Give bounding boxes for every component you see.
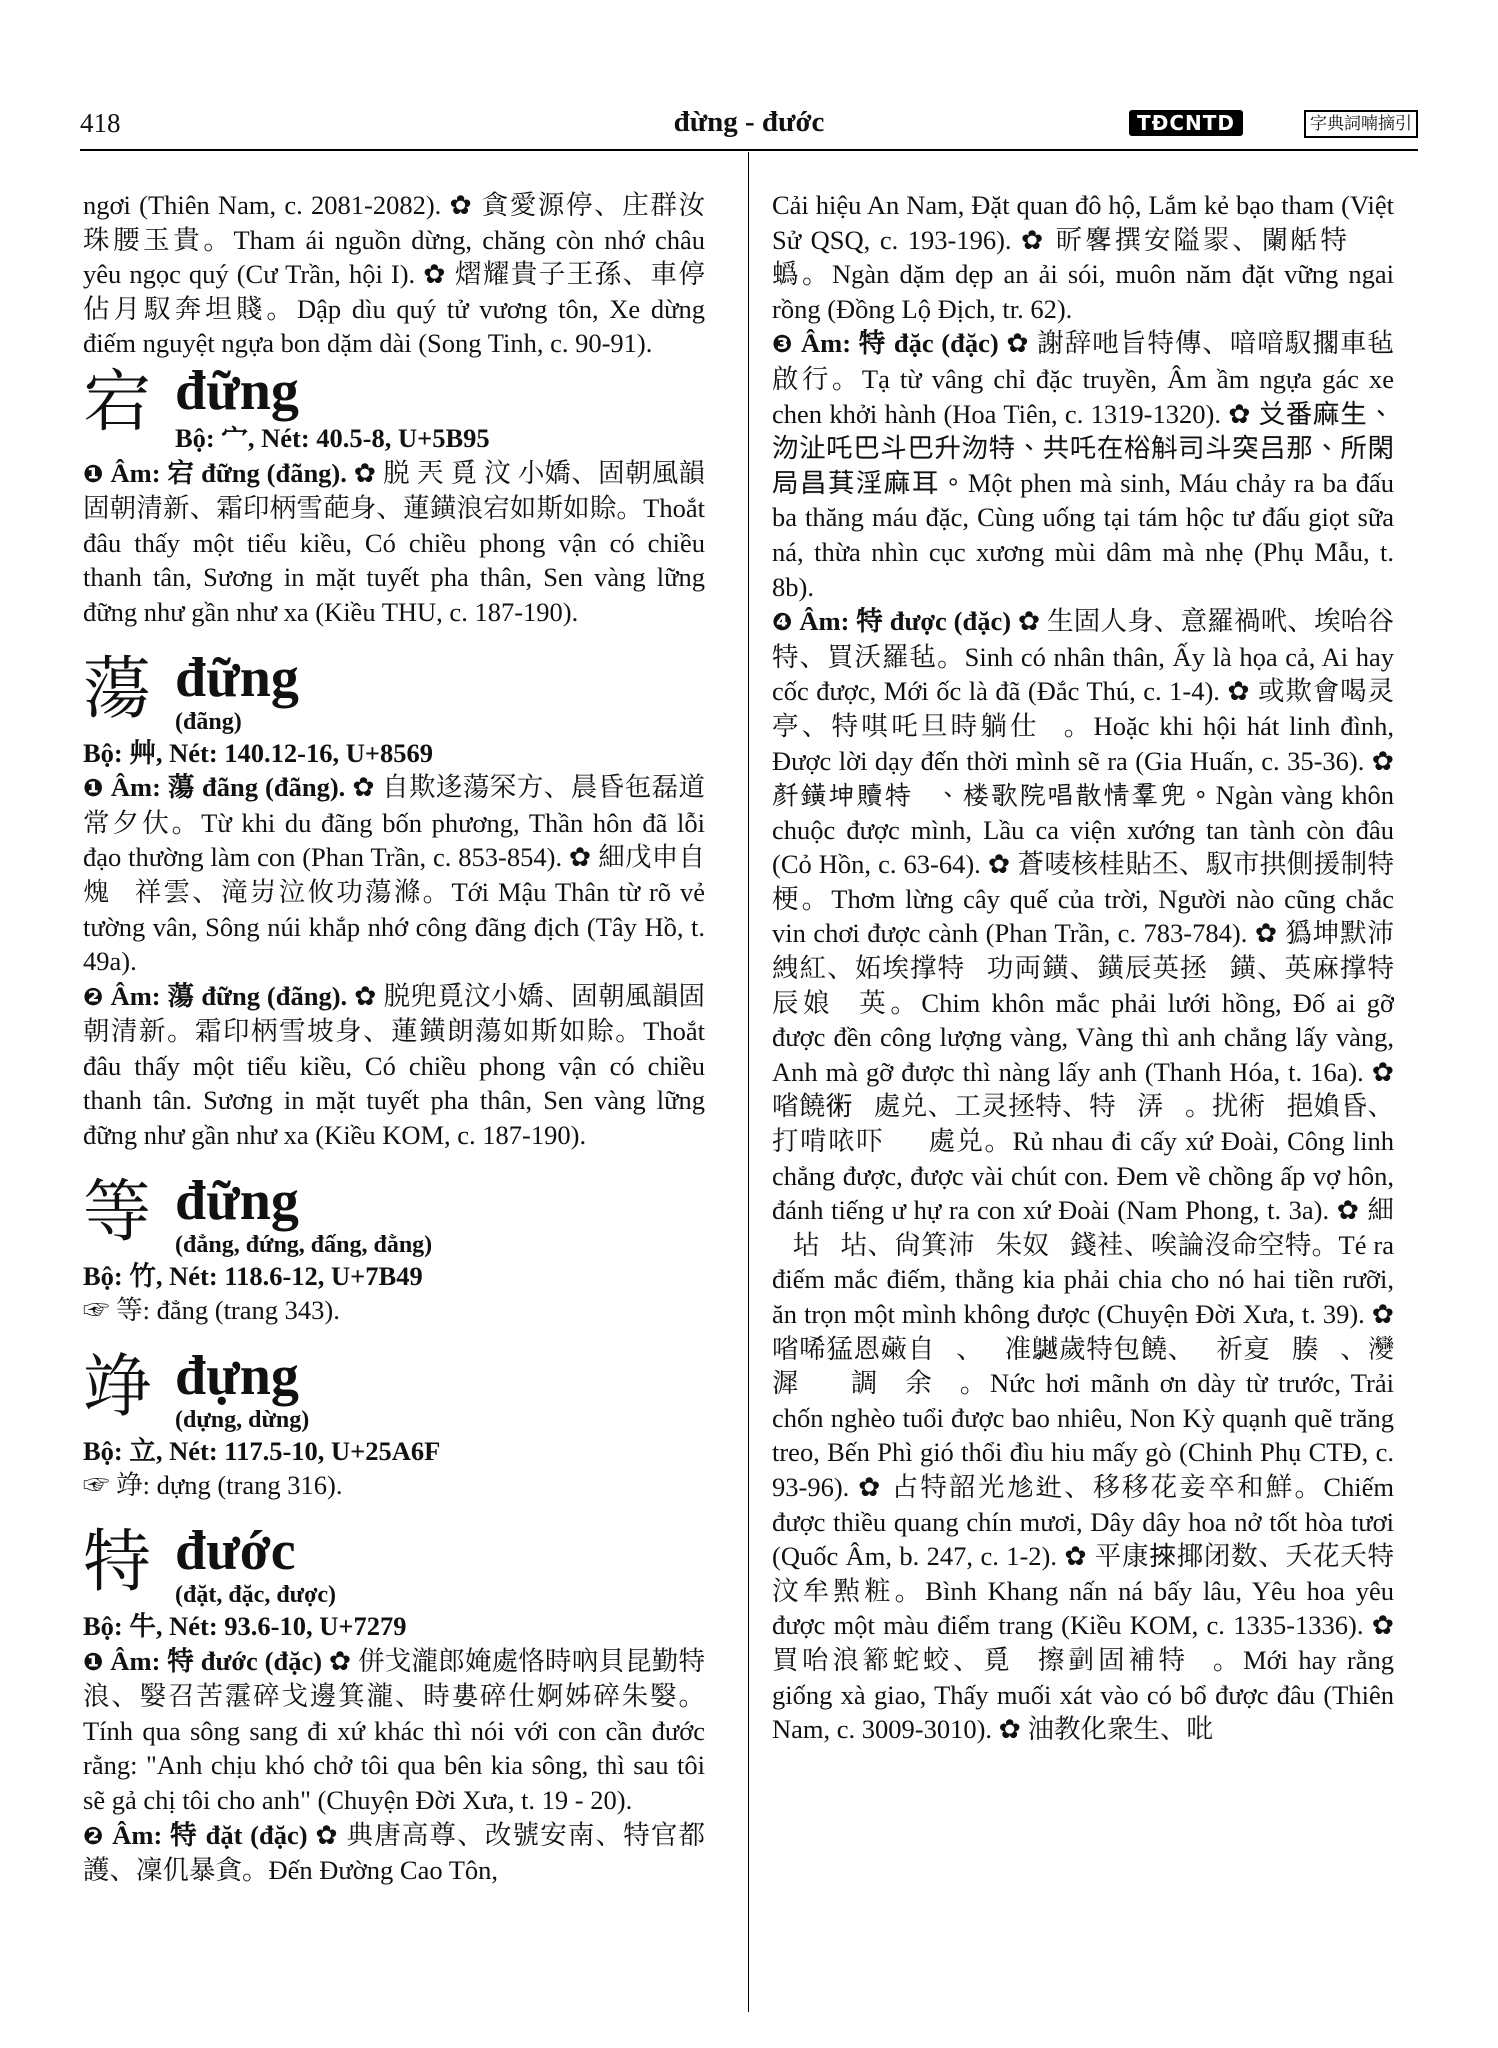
continuation-text: Cải hiệu An Nam, Đặt quan đô hộ, Lắm kẻ bạo tham (Việt Sử QSQ, c. 193-196). ✿ 㪽𪊲撰安隘𧱄、闌𦧘特𠻀𧋆蟡。Ngàn dặm dẹp an ải sói, muôn năm đặt vững ngai rồng (Đồng Lộ Địch, tr. 62). (772, 190, 1394, 324)
sense-number: ❶ (83, 774, 104, 803)
sense-text: ✿ 生固人身、意羅禍𠰺、埃咍谷特、買沃羅毡。Sinh có nhân thân, Ấy là họa cả, Ai hay cốc được, Mới ốc là đã (Đắc Thú, c. 1-4). ✿ 或欺會喝灵亭、特唭吒旦時躺仕𣈙。Hoặc khi hội hát linh đình, Được lời dạy đến thời mình sẽ ra (Gia Huấn, c. 35-36). ✿ 𠦳鐄坤贖特𨉟、楼歌院唱散情羣兜。Ngàn vàng khôn chuộc được mình, Lầu ca viện xướng tan tành còn đâu (Cỏ Hồn, c. 63-64). ✿ 蒼唛核桂貼丕、馭市拱側援制特梗。Thơm lừng cây quế của trời, Người nào cũng chắc vin chơi được cành (Phan Trần, c. 783-784). ✿ 㺔坤默沛絏紅、妬埃撑特𡢐功両鐄、鐄辰英拯𥙩鐄、英麻撑特辰娘𥙩英。Chim khôn mắc phải lưới hồng, Đố ai gỡ được đền công lượng vàng, Vàng thì anh chẳng lấy vàng, Anh mà gỡ được thì nàng lấy anh (Thanh Hóa, t. 16a). ✿ 㗂饒𧗱𥟉處兑、工灵拯特、特𠃣㳥𢀭。扰術𨓡挹媍昏、打啃𠲖吓𦊚𢀭處兑。Rủ nhau đi cấy xứ Đoài, Công linh chẳng được, được vài chút con. Đem về chồng ấp vợ hôn, đánh tiếng ư hự ra con xứ Đoài (Nam Phong, t. 3a). ✿ 細𠼤坫𡌿坫、尙箕沛𢬣朱奴𠃣錢袿、唉論沒命空特。Té ra điếm mắc điếm, thằng kia phải chia cho nó hai tiền rưỡi, ăn trọn một mình không được (Chuyện Đời Xưa, t. 39). ✿ 㗂唏猛恩𧀒自𣋚、𧿭准𪆧歲特包饒、𡎢祈㚆𡑝腠𢹣、𤅶漽𡎢𡎢調𡁞余𡑝。Nức hơi mãnh ơn dày từ trước, Trải chốn nghèo tuổi được bao nhiêu, Non Kỳ quạnh quẽ trăng treo, Bến Phì gió thổi đìu hiu mấy gò (Chinh Phụ CTĐ, c. 93-96). ✿ 占特韶光𠃩𨑮、移移花妾卒和鮮。Chiếm được thiều quang chín mươi, Dây dây hoa nở tốt hòa tươi (Quốc Âm, b. 247, c. 1-2). ✿ 平康𢯦揶闭数、夭花夭特汶牟㸃粧。Bình Khang nấn ná bấy lâu, Yêu hoa yêu được một màu điểm trang (Kiều KOM, c. 1335-1336). ✿ 買咍浪𥳉蛇蛟、覓𢬭擦𠟍固補特𡗶。Mới hay rằng giống xà giao, Thấy muối xát vào có bổ được đâu (Thiên Nam, c. 3009-3010). ✿ 油教化衆生、吡 (772, 606, 1394, 1745)
sense-block (772, 326, 1394, 604)
entry-meta: Bộ: 艸, Nét: 140.12-16, U+8569 (83, 737, 433, 768)
entry-headword: đựng (175, 1344, 299, 1407)
dictionary-logo: 字典詞喃摘引 (1304, 110, 1418, 138)
sense-list (772, 326, 1394, 1746)
sense-block (83, 1468, 705, 1503)
sense-block (83, 1818, 705, 1888)
sense-block (83, 456, 705, 630)
left-column (83, 188, 705, 1998)
header-rule (80, 149, 1418, 151)
sense-block (83, 1293, 705, 1328)
entry-han-character: 等 (83, 1172, 152, 1252)
sense-number: ❷ (83, 982, 104, 1011)
sense-text: ✿ 自欺迻蕩罙方、晨昏㐌磊道常夕㐲。Từ khi du đãng bốn phương, Thần hôn đã lỗi đạo thường làm con (Phan Trần, c. 853-854). ✿ 細戊申自𤌋𤗆祥雲、滝岃泣攸功蕩滌。Tới Mậu Thân từ rõ vẻ tường vân, Sông núi khắp nhớ công đãng địch (Tây Hồ, t. 49a). (83, 772, 705, 977)
sense-block (83, 770, 705, 979)
entry-alt-readings: (đặt, đặc, được) (175, 1582, 337, 1609)
sense-number: ❸ (772, 330, 794, 359)
sense-label: Âm: 特 đặt (đặc) (112, 1819, 308, 1850)
entry-han-character: 宕 (83, 362, 152, 442)
sense-text: ✿ 謝辞吔旨特傳、喑喑馭擱車毡啟行。Tạ từ vâng chỉ đặc truyền, Âm ầm ngựa gác xe chen khởi hành (Hoa Tiên, c. 1319-1320). ✿ 𠬠番麻生、沕沚吒巴斗巴升沕特、共吒在㭲斛司斗突吕那、所閑局昌萁淫麻耳。Một phen mà sinh, Máu chảy ra ba đấu ba thăng máu đặc, Cùng uống tại tám hộc tư đấu giọt sữa ná, thừa nhìn cục xương mùi dâm mà nhẹ (Phụ Mẫu, t. 8b). (772, 328, 1394, 602)
sense-label: Âm: 蕩 đãng (đãng). (110, 772, 346, 803)
entry-meta: Bộ: 牛, Nét: 93.6-10, U+7279 (83, 1611, 407, 1642)
running-head: đừng - đước (673, 106, 825, 138)
sense-text: ✿ 典唐高尊、改號安南、特官都護、凜仉暴貪。Đến Đường Cao Tôn, (83, 1819, 705, 1886)
sense-label: Âm: 特 đặc (đặc) (801, 328, 999, 359)
sense-number: ❷ (83, 1821, 105, 1850)
entry-meta: Bộ: 竹, Nét: 118.6-12, U+7B49 (83, 1260, 423, 1291)
entry-headword: đững (175, 1169, 299, 1232)
entry-alt-readings: (dựng, dừng) (175, 1406, 310, 1433)
sense-text: ✿ 併戈瀧郎㛪處恪時吶貝昆勤特浪、嫛召苦霮碎戈邊箕瀧、時婁碎仕婀姊碎朱嫛。Tính qua sông sang đi xứ khác thì nói với con cần đước rằng: "Anh chịu khó chở tôi qua bên kia sông, thì sau tôi sẽ gả chị tôi cho anh" (Chuyện Đời Xưa, t. 19 - 20). (83, 1645, 705, 1815)
sense-number: ❶ (83, 1647, 104, 1676)
entry-meta: Bộ: 宀, Nét: 40.5-8, U+5B95 (175, 422, 490, 453)
entry-headword: đững (175, 646, 299, 709)
page-header (80, 108, 1418, 148)
entry-meta: Bộ: 立, Nét: 117.5-10, U+25A6F (83, 1435, 441, 1466)
sense-number: ❹ (772, 608, 793, 637)
continuation-text: ngơi (Thiên Nam, c. 2081-2082). ✿ 貪愛源停、庄群汝珠腰玉貴。Tham ái nguồn dừng, chăng còn nhớ châu yêu ngọc quý (Cư Trần, hội I). ✿ 熠耀貴子王孫、車停佔月馭奔坦賤。Dập dìu quý tử vương tôn, Xe dừng điếm nguyệt ngựa bon dặm dài (Song Tinh, c. 90-91). (83, 190, 705, 359)
column-divider (748, 152, 749, 2012)
entry-headword: đững (175, 359, 299, 422)
sense-label: Âm: 特 được (đặc) (799, 606, 1012, 637)
sense-number: ❶ (83, 459, 104, 488)
entry-alt-readings: (đãng) (175, 708, 242, 735)
entry-list (83, 361, 705, 1888)
sense-label: Âm: 蕩 đững (đãng). (110, 980, 348, 1011)
sense-label: Âm: 宕 đững (đãng). (110, 457, 347, 488)
sense-label: Âm: 特 đước (đặc) (110, 1645, 323, 1676)
dictionary-entry (83, 1171, 705, 1328)
sense-text: ☞ 等: đẳng (trang 343). (83, 1295, 340, 1326)
entry-han-character: 竫 (83, 1347, 152, 1427)
sense-text: ✿ 脱兜覓汶小嬌、固朝風韻固朝清新。霜印柄雪坡身、蓮鐄朗蕩如斯如賒。Thoắt đâu thấy một tiểu kiều, Có chiều phong vận có chiều thanh tân. Sương in mặt tuyết pha thân, Sen vàng lững đững như gần như xa (Kiều KOM, c. 187-190). (83, 980, 705, 1151)
sense-block (772, 604, 1394, 1747)
dictionary-entry (83, 1346, 705, 1503)
dictionary-entry (83, 648, 705, 1153)
page-number: 418 (80, 108, 121, 138)
sense-block (83, 979, 705, 1153)
publisher-logo: TĐCNTD (1129, 110, 1243, 136)
entry-han-character: 蕩 (83, 649, 152, 729)
right-column (772, 188, 1394, 1998)
sense-text: ✿ 脱 兲 覓 汶 小嬌、固朝風韻固朝清新、霜印柄雪葩身、蓮鐄浪宕如斯如賒。Thoắt đâu thấy một tiểu kiều, Có chiều phong vận có chiều thanh tân, Sương in mặt tuyết pha thân, Sen vàng lững đững như gần như xa (Kiều THU, c. 187-190). (83, 457, 705, 627)
dictionary-entry (83, 1521, 705, 1888)
sense-block (83, 1644, 705, 1818)
entry-han-character: 特 (83, 1523, 152, 1603)
entry-headword: đước (175, 1520, 296, 1583)
sense-text: ☞ 竫: dựng (trang 316). (83, 1470, 343, 1501)
entry-alt-readings: (đẳng, đứng, đấng, đằng) (175, 1231, 433, 1258)
dictionary-entry (83, 361, 705, 630)
